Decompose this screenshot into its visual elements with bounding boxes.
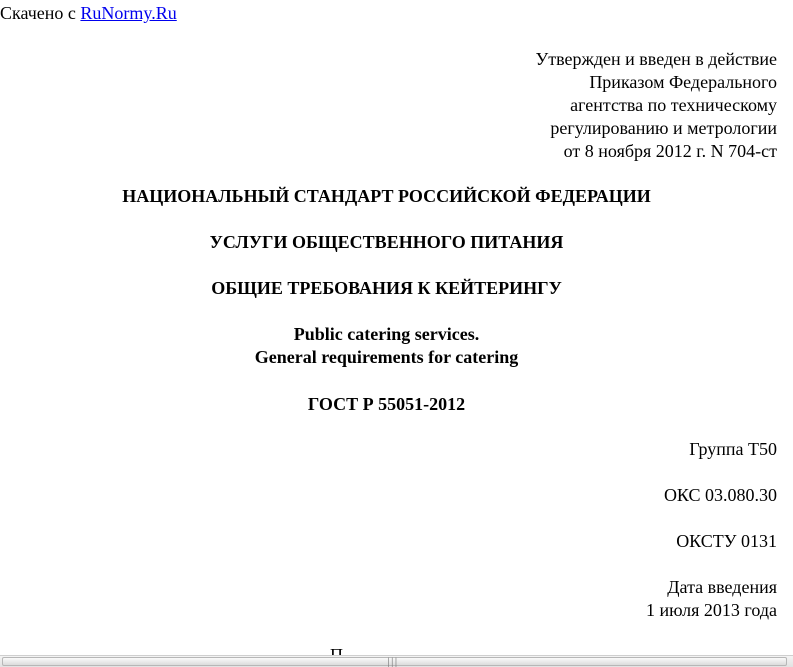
english-title-line-1: Public catering services. xyxy=(293,324,480,344)
okstu-code: ОКСТУ 0131 xyxy=(676,531,777,551)
approval-line-1: Утвержден и введен в действие xyxy=(535,49,777,69)
gost-number: ГОСТ Р 55051-2012 xyxy=(307,394,466,414)
oks-code: ОКС 03.080.30 xyxy=(663,485,777,505)
download-prefix: Скачено с xyxy=(0,3,81,23)
group-code: Группа Т50 xyxy=(689,439,777,459)
horizontal-scrollbar[interactable] xyxy=(0,655,793,667)
scrollbar-thumb[interactable] xyxy=(2,657,787,666)
national-standard-title: НАЦИОНАЛЬНЫЙ СТАНДАРТ РОССИЙСКОЙ ФЕДЕРАЦИИ xyxy=(122,186,651,206)
english-title-line-2: General requirements for catering xyxy=(254,347,519,367)
intro-date-label: Дата введения xyxy=(667,577,777,597)
approval-line-4: регулированию и метрологии xyxy=(550,118,777,138)
runormy-link[interactable]: RuNormy.Ru xyxy=(80,3,177,23)
approval-line-2: Приказом Федерального xyxy=(589,72,777,92)
requirements-title: ОБЩИЕ ТРЕБОВАНИЯ К КЕЙТЕРИНГУ xyxy=(211,278,562,298)
download-source-line xyxy=(0,2,177,25)
scrollbar-grip-icon: │││ xyxy=(386,658,398,667)
services-title: УСЛУГИ ОБЩЕСТВЕННОГО ПИТАНИЯ xyxy=(209,232,564,252)
approval-line-3: агентства по техническому xyxy=(570,95,777,115)
intro-date-value: 1 июля 2013 года xyxy=(646,600,777,620)
approval-line-5: от 8 ноября 2012 г. N 704-ст xyxy=(563,141,777,161)
cutoff-text xyxy=(330,646,343,655)
